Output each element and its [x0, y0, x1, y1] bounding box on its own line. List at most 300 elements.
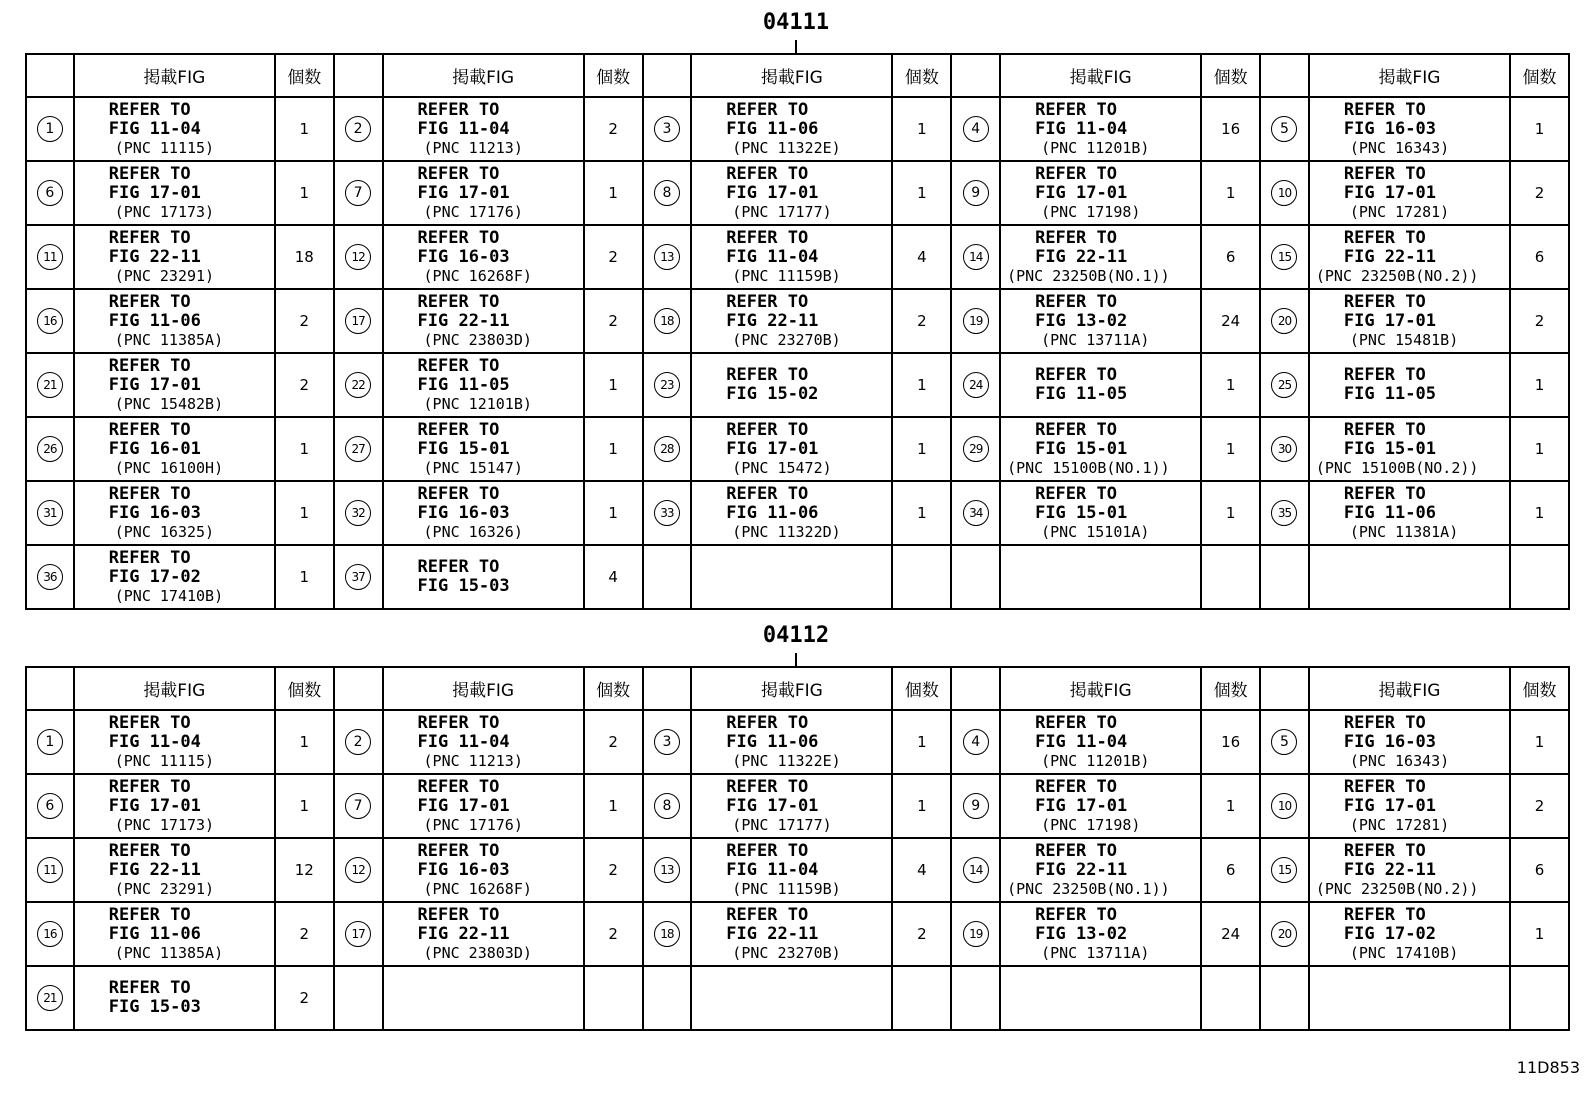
header-index-cell [951, 54, 1000, 97]
refer-to-text: REFER TO [1035, 419, 1117, 440]
pnc-number: (PNC 17198) [1041, 202, 1141, 221]
reference-cell [691, 417, 892, 481]
header-qty: 個数 [275, 667, 334, 710]
index-number-circle: 6 [37, 793, 63, 819]
qty-cell: 1 [275, 710, 334, 774]
qty-cell: 2 [1510, 289, 1569, 353]
pnc-number: (PNC 15481B) [1349, 330, 1459, 349]
reference-cell [74, 417, 275, 481]
reference-cell [74, 353, 275, 417]
qty-cell: 2 [1510, 161, 1569, 225]
index-cell [334, 417, 383, 481]
fig-number: FIG 17-01 [417, 182, 510, 203]
index-cell [1260, 97, 1309, 161]
index-number-circle: 32 [345, 500, 371, 526]
index-number-circle: 29 [963, 436, 989, 462]
table-row [26, 838, 1569, 902]
index-cell [26, 97, 74, 161]
index-number-circle: 26 [37, 436, 63, 462]
reference-cell [1309, 97, 1510, 161]
title-leader-line [795, 40, 797, 53]
refer-to-text: REFER TO [417, 355, 500, 376]
table-row [26, 289, 1569, 353]
pnc-number: (PNC 11322D) [732, 522, 841, 541]
qty-cell: 2 [275, 289, 334, 353]
reference-cell [74, 481, 275, 545]
reference-cell [74, 225, 275, 289]
reference-cell [691, 902, 892, 966]
refer-to-text: REFER TO [417, 712, 500, 733]
title-leader-line [795, 653, 797, 666]
fig-number: FIG 11-05 [417, 374, 510, 395]
pnc-number: (PNC 11322E) [732, 751, 841, 770]
index-number-circle: 19 [963, 308, 989, 334]
index-cell [643, 838, 692, 902]
index-number-circle: 1 [37, 729, 63, 755]
index-cell [643, 902, 692, 966]
index-number-circle: 25 [1271, 372, 1297, 398]
table-row [26, 417, 1569, 481]
index-number-circle: 9 [963, 180, 989, 206]
fig-number: FIG 11-04 [108, 118, 201, 139]
reference-cell [1309, 966, 1510, 1030]
refer-to-text: REFER TO [1035, 776, 1117, 797]
reference-cell [383, 481, 584, 545]
qty-cell: 1 [1201, 161, 1260, 225]
qty-cell: 1 [1510, 481, 1569, 545]
reference-cell [691, 225, 892, 289]
fig-number: FIG 17-01 [108, 374, 201, 395]
reference-cell [1309, 774, 1510, 838]
fig-number: FIG 17-02 [1343, 923, 1436, 944]
index-cell [334, 225, 383, 289]
index-number-circle: 27 [345, 436, 371, 462]
reference-cell [1309, 225, 1510, 289]
index-number-circle: 31 [37, 500, 63, 526]
index-cell [951, 353, 1000, 417]
table-row [26, 481, 1569, 545]
reference-cell [691, 545, 892, 609]
header-fig: 掲載FIG [383, 54, 584, 97]
refer-to-text: REFER TO [108, 840, 191, 861]
refer-to-text: REFER TO [108, 483, 191, 504]
refer-to-text: REFER TO [108, 419, 191, 440]
fig-number: FIG 11-04 [417, 731, 510, 752]
reference-cell [1309, 838, 1510, 902]
index-number-circle: 15 [1271, 244, 1297, 270]
header-qty: 個数 [584, 667, 643, 710]
pnc-number: (PNC 11159B) [732, 879, 841, 898]
qty-cell: 1 [1201, 774, 1260, 838]
table-row [26, 353, 1569, 417]
reference-cell [691, 838, 892, 902]
pnc-number: (PNC 23250B(NO.1)) [1007, 266, 1170, 285]
qty-cell: 2 [275, 966, 334, 1030]
reference-cell [383, 353, 584, 417]
reference-cell [74, 545, 275, 609]
index-cell [26, 838, 74, 902]
fig-number: FIG 11-06 [108, 923, 201, 944]
pnc-number: (PNC 16325) [114, 522, 215, 541]
header-qty: 個数 [1201, 54, 1260, 97]
qty-cell: 1 [1201, 353, 1260, 417]
header-index-cell [643, 54, 692, 97]
table-row [26, 545, 1569, 609]
index-number-circle: 20 [1271, 308, 1297, 334]
index-cell [643, 353, 692, 417]
index-number-circle: 18 [654, 921, 680, 947]
qty-cell: 1 [1510, 417, 1569, 481]
reference-cell [1309, 417, 1510, 481]
refer-to-text: REFER TO [417, 163, 500, 184]
index-number-circle: 18 [654, 308, 680, 334]
refer-to-text: REFER TO [1343, 904, 1426, 925]
index-number-circle: 14 [963, 857, 989, 883]
qty-cell: 1 [275, 97, 334, 161]
pnc-number: (PNC 17173) [114, 202, 215, 221]
refer-to-text: REFER TO [1035, 365, 1117, 385]
qty-cell: 1 [892, 481, 951, 545]
reference-cell [1000, 902, 1201, 966]
index-cell [334, 545, 383, 609]
fig-number: FIG 22-11 [108, 246, 201, 267]
table-body [26, 97, 1569, 609]
fig-number: FIG 17-01 [726, 438, 819, 459]
index-cell [334, 481, 383, 545]
reference-cell [691, 710, 892, 774]
pnc-number: (PNC 23291) [114, 879, 215, 898]
reference-cell [74, 902, 275, 966]
table-row [26, 710, 1569, 774]
refer-to-text: REFER TO [108, 776, 191, 797]
pnc-number: (PNC 11115) [114, 751, 215, 770]
refer-to-text: REFER TO [1343, 365, 1426, 385]
refer-to-text: REFER TO [108, 291, 191, 312]
reference-cell [1309, 710, 1510, 774]
qty-cell: 24 [1201, 902, 1260, 966]
fig-number: FIG 22-11 [1343, 246, 1436, 267]
fig-number: FIG 15-03 [108, 997, 201, 1017]
fig-number: FIG 11-06 [726, 731, 819, 752]
pnc-number: (PNC 11159B) [732, 266, 841, 285]
qty-cell: 1 [892, 353, 951, 417]
header-qty: 個数 [892, 667, 951, 710]
refer-to-text: REFER TO [108, 904, 191, 925]
index-cell [951, 545, 1000, 609]
header-index-cell [26, 54, 74, 97]
table-header [26, 667, 1569, 710]
reference-cell [74, 97, 275, 161]
refer-to-text: REFER TO [108, 163, 191, 184]
reference-cell [1309, 289, 1510, 353]
index-cell [951, 966, 1000, 1030]
fig-number: FIG 22-11 [1035, 859, 1128, 880]
qty-cell: 1 [1201, 481, 1260, 545]
index-number-circle: 11 [37, 857, 63, 883]
qty-cell: 1 [1510, 710, 1569, 774]
index-number-circle: 17 [345, 308, 371, 334]
pnc-number: (PNC 17281) [1349, 815, 1450, 834]
index-number-circle: 11 [37, 244, 63, 270]
index-cell [951, 97, 1000, 161]
fig-number: FIG 17-01 [417, 795, 510, 816]
qty-cell: 1 [584, 774, 643, 838]
index-cell [951, 481, 1000, 545]
refer-to-text: REFER TO [726, 227, 809, 248]
reference-cell [1000, 838, 1201, 902]
fig-number: FIG 22-11 [726, 310, 819, 331]
index-cell [1260, 161, 1309, 225]
index-cell [951, 289, 1000, 353]
header-qty: 個数 [275, 54, 334, 97]
refer-to-text: REFER TO [1035, 904, 1117, 925]
refer-to-text: REFER TO [1343, 840, 1426, 861]
pnc-number: (PNC 11201B) [1041, 751, 1150, 770]
pnc-number: (PNC 17281) [1349, 202, 1450, 221]
index-cell [26, 289, 74, 353]
index-number-circle: 36 [37, 564, 63, 590]
fig-number: FIG 13-02 [1035, 310, 1128, 331]
refer-to-text: REFER TO [1035, 99, 1117, 120]
pnc-number: (PNC 11381A) [1349, 522, 1459, 541]
index-number-circle: 22 [345, 372, 371, 398]
refer-to-text: REFER TO [108, 99, 191, 120]
qty-cell: 2 [892, 902, 951, 966]
pnc-number: (PNC 23250B(NO.1)) [1007, 879, 1170, 898]
fig-number: FIG 15-03 [417, 576, 510, 596]
fig-number: FIG 22-11 [726, 923, 819, 944]
index-cell [26, 417, 74, 481]
pnc-number: (PNC 15100B(NO.2)) [1315, 458, 1479, 477]
refer-to-text: REFER TO [1035, 712, 1117, 733]
pnc-number: (PNC 23803D) [423, 943, 532, 962]
index-cell [334, 902, 383, 966]
index-cell [26, 353, 74, 417]
header-row [26, 667, 1569, 710]
header-fig: 掲載FIG [691, 667, 892, 710]
refer-to-text: REFER TO [726, 776, 809, 797]
header-fig: 掲載FIG [1309, 54, 1510, 97]
refer-to-text: REFER TO [726, 365, 809, 385]
fig-number: FIG 11-04 [726, 246, 819, 267]
reference-cell [691, 481, 892, 545]
index-cell [26, 481, 74, 545]
reference-cell [691, 161, 892, 225]
reference-cell [1000, 774, 1201, 838]
fig-number: FIG 16-03 [1343, 118, 1436, 139]
table-row [26, 774, 1569, 838]
reference-cell [383, 710, 584, 774]
index-cell [26, 225, 74, 289]
refer-to-text: REFER TO [726, 712, 809, 733]
reference-cell [383, 225, 584, 289]
table-row [26, 97, 1569, 161]
index-cell [1260, 481, 1309, 545]
header-index-cell [1260, 54, 1309, 97]
pnc-number: (PNC 11385A) [114, 943, 224, 962]
pnc-number: (PNC 17410B) [114, 586, 224, 605]
refer-to-text: REFER TO [1035, 483, 1117, 504]
fig-number: FIG 15-02 [726, 384, 819, 404]
header-fig: 掲載FIG [383, 667, 584, 710]
index-cell [643, 97, 692, 161]
index-number-circle: 10 [1271, 180, 1297, 206]
refer-to-text: REFER TO [1343, 291, 1426, 312]
refer-to-text: REFER TO [417, 227, 500, 248]
refer-to-text: REFER TO [108, 355, 191, 376]
qty-cell [1510, 966, 1569, 1030]
index-cell [951, 774, 1000, 838]
refer-to-text: REFER TO [108, 712, 191, 733]
fig-number: FIG 22-11 [417, 310, 510, 331]
refer-to-text: REFER TO [108, 547, 191, 568]
qty-cell: 2 [584, 838, 643, 902]
index-cell [1260, 417, 1309, 481]
qty-cell: 2 [584, 225, 643, 289]
index-number-circle: 16 [37, 921, 63, 947]
reference-cell [1000, 97, 1201, 161]
index-cell [26, 545, 74, 609]
index-number-circle: 10 [1271, 793, 1297, 819]
reference-cell [383, 289, 584, 353]
qty-cell: 1 [892, 710, 951, 774]
fig-number: FIG 16-03 [417, 502, 510, 523]
pnc-number: (PNC 17198) [1041, 815, 1141, 834]
reference-cell [691, 774, 892, 838]
qty-cell [1201, 966, 1260, 1030]
qty-cell: 1 [584, 481, 643, 545]
table-header [26, 54, 1569, 97]
parts-table [25, 53, 1570, 610]
index-number-circle: 30 [1271, 436, 1297, 462]
index-cell [334, 97, 383, 161]
index-number-circle: 4 [963, 729, 989, 755]
table-row [26, 161, 1569, 225]
qty-cell: 6 [1510, 225, 1569, 289]
fig-number: FIG 11-04 [108, 731, 201, 752]
fig-number: FIG 11-06 [726, 502, 819, 523]
pnc-number: (PNC 17177) [732, 202, 832, 221]
reference-cell [383, 966, 584, 1030]
index-number-circle: 13 [654, 857, 680, 883]
index-number-circle: 12 [345, 244, 371, 270]
fig-number: FIG 22-11 [1343, 859, 1436, 880]
index-number-circle: 12 [345, 857, 371, 883]
pnc-number: (PNC 16343) [1349, 138, 1450, 157]
pnc-number: (PNC 16268F) [423, 266, 532, 285]
fig-number: FIG 16-03 [417, 859, 510, 880]
reference-cell [383, 417, 584, 481]
index-cell [643, 417, 692, 481]
reference-cell [691, 289, 892, 353]
refer-to-text: REFER TO [726, 99, 809, 120]
parts-table [25, 666, 1570, 1031]
fig-number: FIG 11-06 [1343, 502, 1436, 523]
pnc-number: (PNC 12101B) [423, 394, 532, 413]
qty-cell: 1 [584, 417, 643, 481]
index-cell [26, 710, 74, 774]
fig-number: FIG 11-06 [108, 310, 201, 331]
index-cell [951, 225, 1000, 289]
refer-to-text: REFER TO [417, 776, 500, 797]
index-number-circle: 2 [345, 116, 371, 142]
reference-cell [1000, 966, 1201, 1030]
refer-to-text: REFER TO [726, 419, 809, 440]
pnc-number: (PNC 17176) [423, 815, 523, 834]
header-fig: 掲載FIG [1309, 667, 1510, 710]
pnc-number: (PNC 15101A) [1041, 522, 1150, 541]
refer-to-text: REFER TO [417, 840, 500, 861]
pnc-number: (PNC 17173) [114, 815, 215, 834]
header-index-cell [334, 54, 383, 97]
fig-number: FIG 16-03 [417, 246, 510, 267]
qty-cell [1510, 545, 1569, 609]
index-number-circle: 35 [1271, 500, 1297, 526]
qty-cell: 2 [584, 710, 643, 774]
qty-cell: 2 [275, 353, 334, 417]
index-cell [951, 161, 1000, 225]
qty-cell: 16 [1201, 97, 1260, 161]
header-index-cell [334, 667, 383, 710]
reference-cell [1000, 417, 1201, 481]
fig-number: FIG 17-01 [1343, 795, 1436, 816]
fig-number: FIG 15-01 [1035, 438, 1128, 459]
refer-to-text: REFER TO [1343, 163, 1426, 184]
table-row [26, 902, 1569, 966]
header-index-cell [26, 667, 74, 710]
index-cell [1260, 225, 1309, 289]
refer-to-text: REFER TO [726, 291, 809, 312]
pnc-number: (PNC 17177) [732, 815, 832, 834]
reference-cell [1000, 710, 1201, 774]
index-cell [26, 902, 74, 966]
index-cell [643, 545, 692, 609]
reference-cell [1309, 481, 1510, 545]
pnc-number: (PNC 13711A) [1041, 943, 1150, 962]
fig-number: FIG 17-01 [1035, 182, 1128, 203]
pnc-number: (PNC 23270B) [732, 943, 841, 962]
index-number-circle: 16 [37, 308, 63, 334]
refer-to-text: REFER TO [1343, 99, 1426, 120]
header-fig: 掲載FIG [74, 54, 275, 97]
fig-number: FIG 17-01 [726, 182, 819, 203]
reference-cell [1309, 902, 1510, 966]
reference-cell [1000, 353, 1201, 417]
index-cell [1260, 289, 1309, 353]
index-number-circle: 5 [1271, 116, 1297, 142]
index-number-circle: 33 [654, 500, 680, 526]
qty-cell: 1 [892, 97, 951, 161]
reference-cell [74, 289, 275, 353]
qty-cell: 4 [892, 225, 951, 289]
index-number-circle: 8 [654, 180, 680, 206]
pnc-number: (PNC 11115) [114, 138, 215, 157]
header-index-cell [643, 667, 692, 710]
pnc-number: (PNC 11385A) [114, 330, 224, 349]
qty-cell: 6 [1201, 838, 1260, 902]
reference-cell [1309, 161, 1510, 225]
index-cell [643, 774, 692, 838]
index-cell [26, 161, 74, 225]
qty-cell: 6 [1201, 225, 1260, 289]
refer-to-text: REFER TO [1035, 840, 1117, 861]
index-cell [643, 710, 692, 774]
index-cell [951, 710, 1000, 774]
pnc-number: (PNC 15482B) [114, 394, 224, 413]
pnc-number: (PNC 11213) [423, 751, 523, 770]
index-cell [951, 838, 1000, 902]
reference-cell [691, 353, 892, 417]
